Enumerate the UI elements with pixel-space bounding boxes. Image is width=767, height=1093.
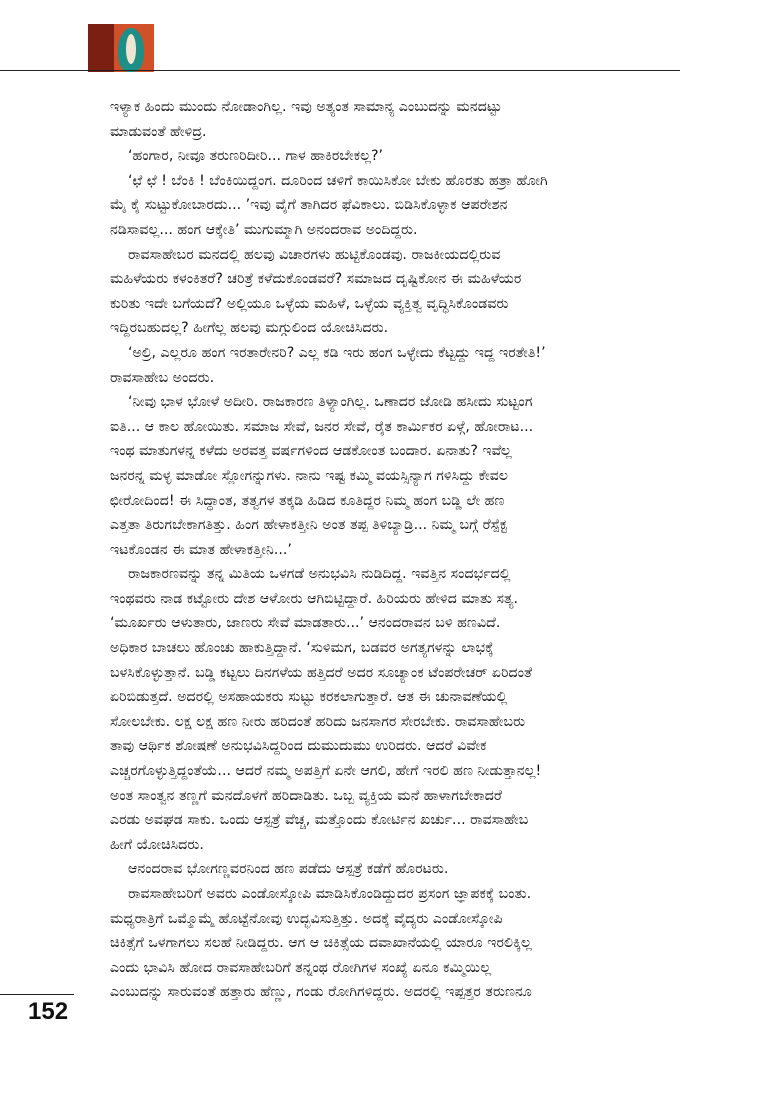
paragraph-1: ಇಳ್ಯಾಕ ಹಿಂದು ಮುಂದು ನೋಡಾಂಗಿಲ್ಲ. ಇವು ಅತ್ಯಂತ ಸಾಮಾನ್ಯ ಎಂಬುದನ್ನು ಮನದಟ್ಟು ಮಾಡುವಂತೆ ಹೇಳಿದ್ರ. [110,99,502,140]
paragraph-4: ರಾವಸಾಹೇಬರ ಮನದಲ್ಲಿ ಹಲವು ವಿಚಾರಗಳು ಹುಟ್ಟಿಕೊಂಡವು. ರಾಜಕೀಯದಲ್ಲಿರುವ ಮಹಿಳೆಯರು ಕಳಂಕಿತರೆ? ಚರಿತ್ರೆ ಕಳೆದುಕೊಂಡವರೆ? ಸಮಾಜದ ದೃಷ್ಟಿಕೋನ ಈ ಮಹಿಳೆಯರ ಕುರಿತು ಇದೇ ಬಗೆಯದೆ? ಅಲ್ಲಿಯೂ ಒಳ್ಳೆಯ ಮಹಿಳೆ, ಒಳ್ಳೆಯ ವ್ಯಕ್ತಿತ್ವ ವೃದ್ಧಿಸಿಕೊಂಡವರು ಇದ್ದಿರಬಹುದಲ್ಲ? ಹೀಗೆಲ್ಲ ಹಲವು ಮಗ್ಗುಲಿಂದ ಯೋಚಿಸಿದರು. [110,246,522,337]
logo-highlight [126,34,136,64]
paragraph-6: ‘ನೀವು ಭಾಳ ಭೋಳೆ ಅದೀರಿ. ರಾಜಕಾರಣ ತಿಳ್ಯಾಂಗಿಲ್ಲ. ಒಣಾದರ ಜೋಡಿ ಹಸೀದು ಸುಟ್ಟಂಗ ಐತಿ... ಆ ಕಾಲ ಹೋಯಿತು. ಸಮಾಜ ಸೇವೆ, ಜನರ ಸೇವೆ, ರೈತ ಕಾರ್ಮಿಕರ ಏಳ್ಗೆ, ಹೋರಾಟ... ಇಂಥ ಮಾತುಗಳನ್ನ ಕಳೆದು ಅರವತ್ತ ವರ್ಷಗಳಿಂದ ಆಡಕೋಂತ ಬಂದಾರ. ಏನಾತು? ಇವೆಲ್ಲ ಜನರನ್ನ ಮಳ್ಳ ಮಾಡೋ ಸ್ಲೋಗನ್ನುಗಳು. ನಾನು ಇಷ್ಟ ಕಮ್ಮಿ ವಯಸ್ಸಿನ್ಯಾಗ ಗಳಿಸಿದ್ದು ಕೇವಲ ಛೀರೋದಿಂದ! ಈ ಸಿದ್ಧಾಂತ, ತತ್ವಗಳ ತಕ್ಕಡಿ ಹಿಡಿದ ಕೂತಿದ್ದರ ನಿಮ್ಮ ಹಂಗ ಬಡ್ಡಿ ಲೇ ಹಣ ಎತ್ತತಾ ತಿರುಗಬೇಕಾಗತಿತ್ತು. ಹಿಂಗ ಹೇಳಾಕತ್ತೀನಿ ಅಂತ ತಪ್ಪ ತಿಳಿಬ್ಯಾಡ್ರಿ... ನಿಮ್ಮ ಬಗ್ಗೆ ರೆಸ್ಪೆಕ್ಟ ಇಟಕೊಂಡನ ಈ ಮಾತ ಹೇಳಾಕತ್ತೀನಿ...’ [110,394,534,558]
paragraph-7: ರಾಜಕಾರಣವನ್ನು ತನ್ನ ಮಿತಿಯ ಒಳಗಡೆ ಅನುಭವಿಸಿ ನುಡಿದಿದ್ದ. ಇವತ್ತಿನ ಸಂದರ್ಭದಲ್ಲಿ ಇಂಥವರು ನಾಡ ಕಟ್ಟೋರು ದೇಶ ಆಳೋರು ಆಗಿಬಿಟ್ಟಿದ್ದಾರೆ. ಹಿರಿಯರು ಹೇಳಿದ ಮಾತು ಸತ್ಯ. ‘ಮೂರ್ಖರು ಆಳುತಾರು, ಜಾಣರು ಸೇವೆ ಮಾಡತಾರು...’ ಆನಂದರಾವನ ಬಳಿ ಹಣವಿದೆ. ಅಧಿಕಾರ ಬಾಚಲು ಹೊಂಚು ಹಾಕುತ್ತಿದ್ದಾನೆ. ‘ಸುಳಿಮಗ, ಬಡವರ ಅಗತ್ಯಗಳನ್ನು ಲಾಭಕ್ಕೆ ಬಳಸಿಕೊಳ್ಳುತ್ತಾನೆ. ಬಡ್ಡಿ ಕಟ್ಟಲು ದಿನಗಳೆಯ ಹತ್ತಿದರೆ ಅದರ ಸೂಚ್ಯಾಂಕ ಟೆಂಪರೇಚರ್ ಏರಿದಂತೆ ಏರಿಬಿಡುತ್ತದೆ. ಅದರಲ್ಲಿ ಅಸಹಾಯಕರು ಸುಟ್ಟು ಕರಕಲಾಗುತ್ತಾರೆ. ಆತ ಈ ಚುನಾವಣೆಯಲ್ಲಿ ಸೋಲಬೇಕು. ಲಕ್ಷ ಲಕ್ಷ ಹಣ ನೀರು ಹರಿದಂತೆ ಹರಿದು ಜನಸಾಗರ ಸೇರಬೇಕು. ರಾವಸಾಹೇಬರು ತಾವು ಆರ್ಥಿಕ ಶೋಷಣೆ ಅನುಭವಿಸಿದ್ದರಿಂದ ದುಮುದುಮು ಉರಿದರು. ಆದರೆ ವಿವೇಕ ಎಚ್ಚರಗೊಳ್ಳುತ್ತಿದ್ದಂತೆಯೆ... ಆದರೆ ನಮ್ಮ ಅಪತ್ತಿಗೆ ಏನೇ ಆಗಲಿ, ಹೇಗೆ ಇರಲಿ ಹಣ ನೀಡುತ್ತಾನಲ್ಲ! ಅಂತ ಸಾಂತ್ವನ ತಣ್ಣಗೆ ಮನದೊಳಗೆ ಹರಿದಾಡಿತು. ಒಬ್ಬ ವ್ಯಕ್ತಿಯ ಮನೆ ಹಾಳಾಗಬೇಕಾದರೆ ಎರಡು ಅವಘಡ ಸಾಕು. ಒಂದು ಆಸ್ಪತ್ರೆ ವೆಚ್ಚ, ಮತ್ತೊಂದು ಕೋರ್ಟಿನ ಖರ್ಚು... ರಾವಸಾಹೇಬ ಹೀಗೆ ಯೋಚಿಸಿದರು. [110,566,542,853]
header-rule [0,70,680,71]
paragraph-8: ಆನಂದರಾವ ಭೋಗಣ್ಣವರನಿಂದ ಹಣ ಪಡೆದು ಆಸ್ಪತ್ರೆ ಕಡೆಗೆ ಹೊರಟರು. [128,861,449,878]
paragraph-9: ರಾವಸಾಹೇಬರಿಗೆ ಅವರು ಎಂಡೋಸ್ಕೋಪಿ ಮಾಡಿಸಿಕೊಂಡಿದ್ದುದರ ಪ್ರಸಂಗ ಜ್ಞಾಪಕಕ್ಕೆ ಬಂತು. ಮಧ್ಯರಾತ್ರಿಗೆ ಒಮ್ಮೊಮ್ಮೆ ಹೊಟ್ಟೆನೋವು ಉದ್ಭವಿಸುತ್ತಿತ್ತು. ಅದಕ್ಕೆ ವೈದ್ಯರು ಎಂಡೋಸ್ಕೋಪಿ ಚಿಕಿತ್ಸೆಗೆ ಒಳಗಾಗಲು ಸಲಹೆ ನೀಡಿದ್ದರು. ಆಗ ಆ ಚಿಕಿತ್ಸೆಯ ದವಾಖಾನೆಯಲ್ಲಿ ಯಾರೂ ಇರಲಿಕ್ಕಿಲ್ಲ ಎಂದು ಭಾವಿಸಿ ಹೋದ ರಾವಸಾಹೇಬರಿಗೆ ತನ್ನಂಥ ರೋಗಿಗಳ ಸಂಖ್ಯೆ ಏನೂ ಕಮ್ಮಿಯಿಲ್ಲ ಎಂಬುದನ್ನು ಸಾರುವಂತೆ ಹತ್ತಾರು ಹೆಣ್ಣು, ಗಂಡು ರೋಗಿಗಳಿದ್ದರು. ಅದರಲ್ಲಿ ಇಪ್ಪತ್ತರ ತರುಣನೂ [110,886,532,1001]
footer-rule [0,994,74,995]
page-body [110,95,668,1005]
paragraph-3: ‘ಛೆ ಛೆ ! ಬೆಂಕಿ ! ಬೆಂಕಿಯಿದ್ದಂಗ. ದೂರಿಂದ ಚಳಿಗೆ ಕಾಯಿಸಿಕೋ ಬೇಕು ಹೊರತು ಹತ್ರಾ ಹೋಗಿ ಮೈ ಕೈ ಸುಟ್ಟುಕೋಬಾರದು... ’ಇವು ವೈಗೆ ತಾಗಿದರ ಫೆವಿಕಾಲು. ಬಿಡಿಸಿಕೊಳ್ಳಾಕ ಆಪರೇಶನ ನಡಿಸಾವಲ್ಲ... ಹಂಗ ಆಕ್ಕೇತಿ’ ಮುಗುಮ್ಮಾಗಿ ಅನಂದರಾವ ಅಂದಿದ್ದರು. [110,172,548,238]
book-logo [88,24,154,72]
page-number: 152 [28,998,69,1025]
paragraph-5: ‘ಅಲ್ರಿ, ಎಲ್ಲರೂ ಹಂಗ ಇರತಾರೇನರಿ? ಎಲ್ಲ ಕಡಿ ಇರು ಹಂಗ ಒಳ್ಳೇದು ಕೆಟ್ಟದ್ದು ಇದ್ದ ಇರತೇತಿ!’ ರಾವಸಾಹೇಬ ಅಂದರು. [110,344,546,386]
logo-figure-shape [88,24,114,72]
paragraph-2: ‘ಹಂಗಾರ, ನೀವೂ ತರುಣರಿದೀರಿ... ಗಾಳ ಹಾಕಿರಬೇಕಲ್ಲ?’ [128,148,384,165]
